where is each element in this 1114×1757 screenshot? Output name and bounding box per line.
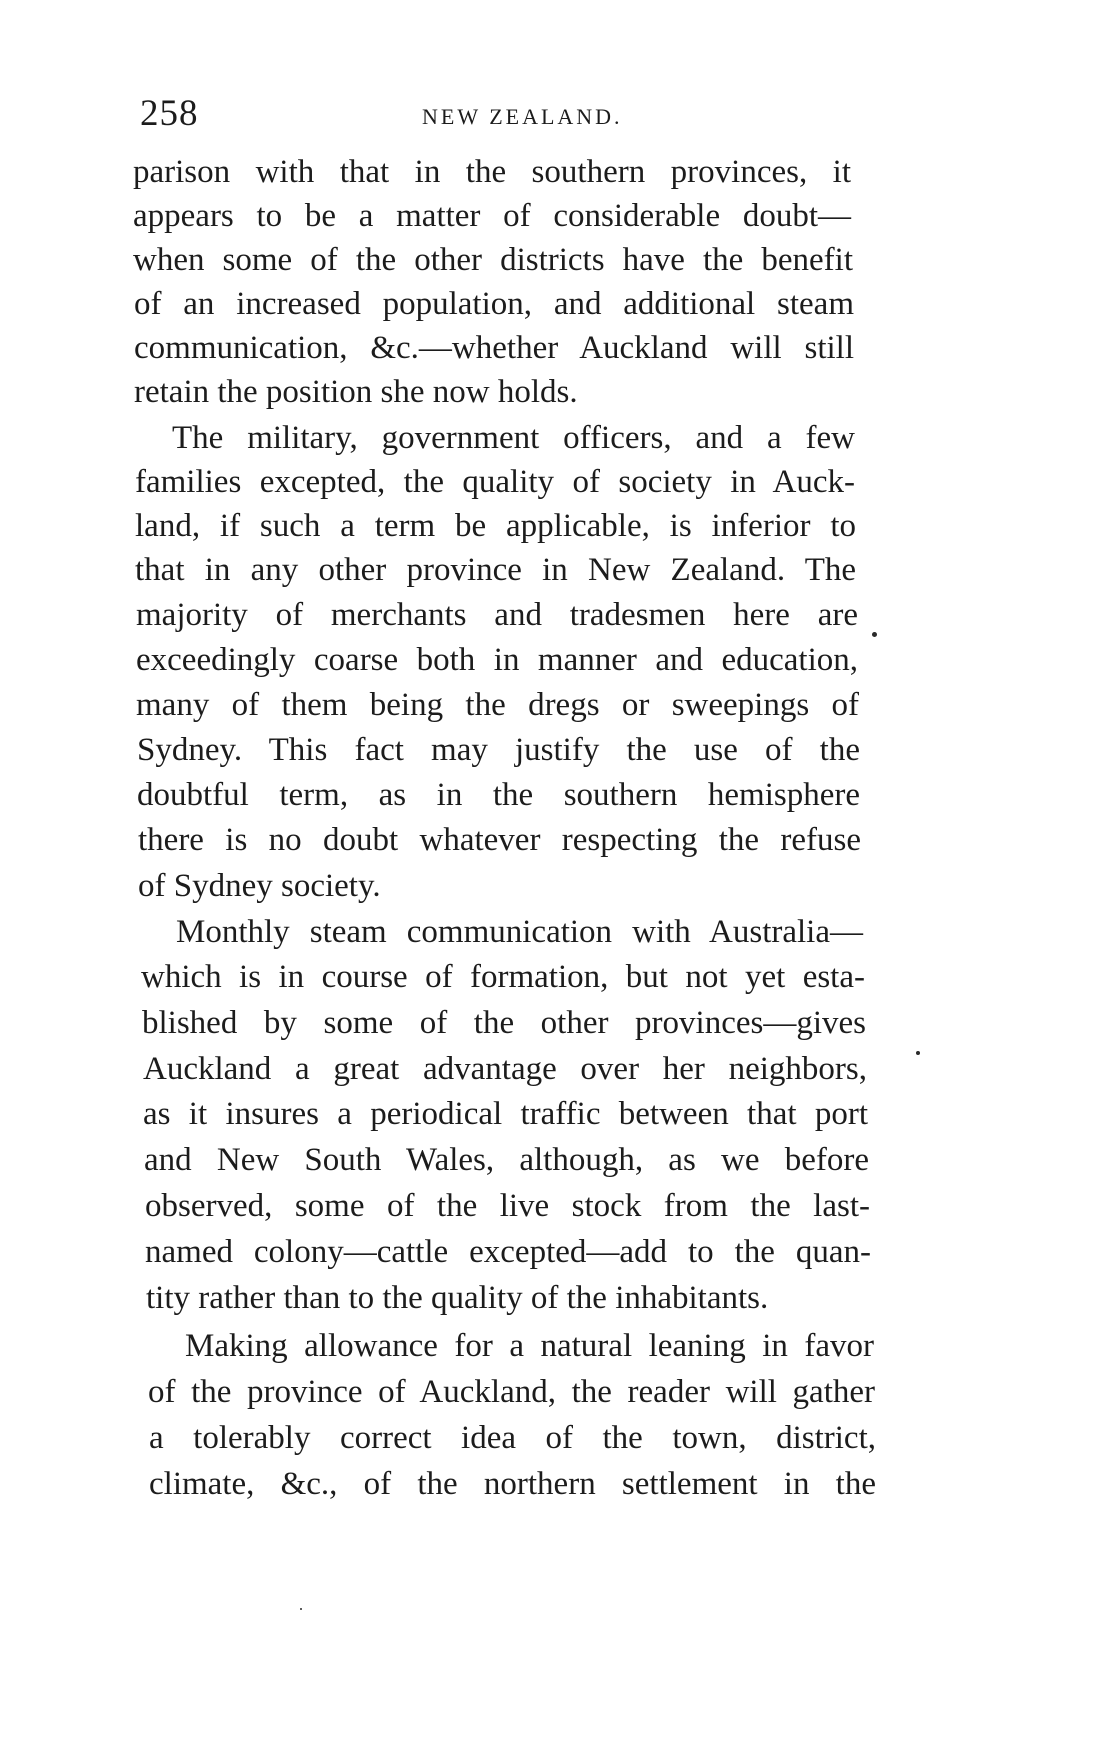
text-line: that in any other province in New Zealand. The <box>135 552 856 588</box>
text-line: Auckland a great advantage over her neighbors, <box>143 1051 867 1087</box>
text-line: blished by some of the other provinces—gives <box>142 1005 866 1041</box>
ink-speck <box>300 1608 302 1610</box>
text-line: which is in course of formation, but not yet esta- <box>141 959 865 995</box>
text-line: climate, &c., of the northern settlement in the <box>149 1466 876 1502</box>
text-line: parison with that in the southern provinces, it <box>133 154 851 190</box>
text-line: retain the position she now holds. <box>134 374 578 410</box>
page-number: 258 <box>140 93 199 134</box>
paragraph-first-line: The military, government officers, and a few <box>172 420 855 456</box>
text-line: doubtful term, as in the southern hemisphere <box>137 777 860 813</box>
text-line: many of them being the dregs or sweepings of <box>136 687 859 723</box>
text-line: a tolerably correct idea of the town, district, <box>149 1420 876 1456</box>
text-line: of the province of Auckland, the reader will gather <box>148 1374 875 1410</box>
running-head: NEW ZEALAND. <box>422 104 623 129</box>
text-line: Sydney. This fact may justify the use of the <box>137 732 860 768</box>
text-line: as it insures a periodical traffic between that port <box>143 1096 868 1132</box>
text-line: families excepted, the quality of society in Auck- <box>135 464 855 500</box>
text-line: when some of the other districts have the benefit <box>133 242 853 278</box>
text-line: exceedingly coarse both in manner and education, <box>136 642 858 678</box>
text-line: communication, &c.—whether Auckland will still <box>134 330 854 366</box>
text-line: observed, some of the live stock from the last- <box>145 1188 870 1224</box>
text-line: named colony—cattle excepted—add to the quan- <box>145 1234 871 1270</box>
paragraph-first-line: Monthly steam communication with Australia— <box>176 914 863 950</box>
text-line: there is no doubt whatever respecting the refuse <box>138 822 861 858</box>
text-line: majority of merchants and tradesmen here are <box>136 597 858 633</box>
ink-speck <box>916 1051 920 1055</box>
text-line: land, if such a term be applicable, is inferior to <box>135 508 856 544</box>
paragraph-first-line: Making allowance for a natural leaning in favor <box>185 1328 874 1364</box>
text-line: tity rather than to the quality of the inhabitants. <box>146 1280 769 1316</box>
text-line: appears to be a matter of considerable doubt— <box>133 198 851 234</box>
text-line: of an increased population, and additional steam <box>134 286 854 322</box>
text-line: of Sydney society. <box>138 868 381 904</box>
ink-speck <box>872 632 877 637</box>
text-line: and New South Wales, although, as we before <box>144 1142 869 1178</box>
